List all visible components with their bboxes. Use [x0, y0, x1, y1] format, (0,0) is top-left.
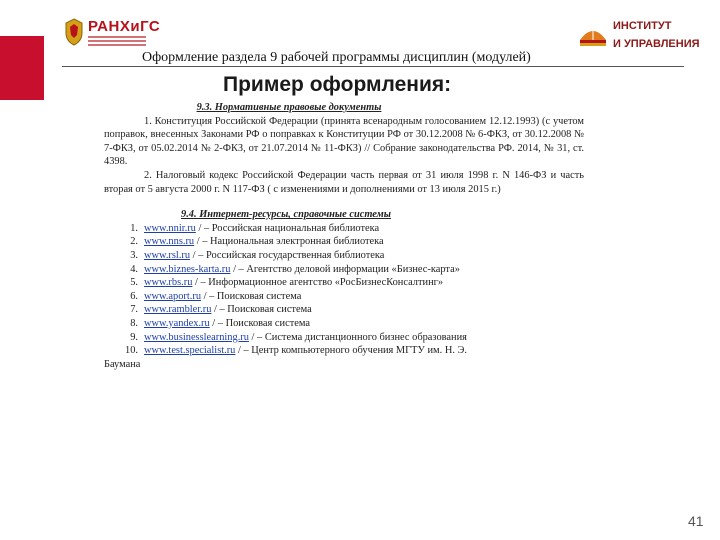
slide-header-title: Оформление раздела 9 рабочей программы дисциплин (модулей)	[142, 50, 531, 65]
list-item	[104, 303, 584, 317]
resource-link[interactable]: www.rsl.ru	[144, 249, 191, 261]
resource-link[interactable]: www.test.specialist.ru	[144, 345, 236, 357]
item-number: 9.	[130, 331, 138, 343]
section-title-internet: 9.4. Интернет-ресурсы, справочные системы	[181, 209, 391, 221]
normative-item: 2. Налоговый кодекс Российской Федерации часть первая от 31 июля 1998 г. N 146-ФЗ и часть вторая от 5 августа 2000 г. N 117-ФЗ ( с изменениями и дополнениями от 13 июля 2015 г.)	[104, 169, 584, 195]
list-item	[104, 344, 584, 358]
resource-description: / – Система дистанционного бизнес образования	[248, 331, 467, 343]
ranepa-logo	[64, 18, 160, 46]
item-number: 10.	[125, 345, 138, 357]
list-item	[104, 235, 584, 249]
resource-description: / – Российская государственная библиотека	[190, 249, 385, 261]
dome-emblem-icon	[577, 20, 609, 50]
item-number: 6.	[130, 290, 138, 302]
resource-description: / – Поисковая система	[201, 290, 302, 302]
institute-logo-line2: И УПРАВЛЕНИЯ	[613, 38, 700, 50]
resource-link[interactable]: www.rambler.ru	[144, 304, 212, 316]
list-continuation: Баумана	[104, 358, 141, 370]
slide-subtitle: Пример оформления:	[223, 73, 452, 96]
accent-bar	[0, 36, 44, 100]
resource-description: / – Агентство деловой информации «Бизнес-карта»	[230, 263, 460, 275]
logo-subtext-lines	[88, 36, 160, 46]
resource-link[interactable]: www.nns.ru	[144, 236, 195, 248]
header-divider	[62, 66, 684, 67]
list-item	[104, 222, 584, 236]
list-item	[104, 317, 584, 331]
normative-item: 1. Конституция Российской Федерации (принята всенародным голосованием 12.12.1993) (с учетом поправок, внесенных Законами РФ о поправках к Конституции РФ от 30.12.2008 № 6-ФКЗ, от 30.12.2008 № 7-ФКЗ, от 05.02.2014 № 2-ФКЗ, от 21.07.2014 № 11-ФКЗ) // Собрание законодательства РФ. 2014, № 31, ст. 4398.	[104, 115, 584, 168]
resource-description: / – Поисковая система	[211, 304, 312, 316]
resource-link[interactable]: www.businesslearning.ru	[144, 331, 249, 343]
internet-resources-list	[104, 222, 584, 358]
item-number: 5.	[130, 277, 138, 289]
resource-link[interactable]: www.nnir.ru	[144, 222, 196, 234]
resource-link[interactable]: www.biznes-karta.ru	[144, 263, 231, 275]
resource-description: / – Российская национальная библиотека	[195, 222, 380, 234]
institute-logo	[577, 20, 700, 50]
institute-logo-line1: ИНСТИТУТ	[613, 20, 672, 32]
list-item	[104, 263, 584, 277]
list-item	[104, 331, 584, 345]
resource-description: / – Поисковая система	[209, 317, 310, 329]
list-item	[104, 249, 584, 263]
resource-description: / – Национальная электронная библиотека	[194, 236, 384, 248]
document-excerpt	[104, 101, 584, 371]
page-number: 41	[688, 513, 704, 529]
item-number: 7.	[130, 304, 138, 316]
resource-link[interactable]: www.rbs.ru	[144, 277, 193, 289]
item-number: 8.	[130, 317, 138, 329]
ranepa-logo-text: РАНХиГС	[88, 17, 161, 35]
resource-link[interactable]: www.yandex.ru	[144, 317, 210, 329]
item-number: 3.	[130, 249, 138, 261]
section-title-normative: 9.3. Нормативные правовые документы	[196, 102, 382, 113]
eagle-emblem-icon	[64, 18, 84, 46]
item-number: 4.	[130, 263, 138, 275]
resource-description: / – Центр компьютерного обучения МГТУ им. Н. Э.	[235, 345, 467, 357]
item-number: 2.	[130, 236, 138, 248]
list-item	[104, 276, 584, 290]
list-item	[104, 290, 584, 304]
item-number: 1.	[130, 222, 138, 234]
resource-link[interactable]: www.aport.ru	[144, 290, 202, 302]
resource-description: / – Информационное агентство «РосБизнесКонсалтинг»	[192, 277, 444, 289]
